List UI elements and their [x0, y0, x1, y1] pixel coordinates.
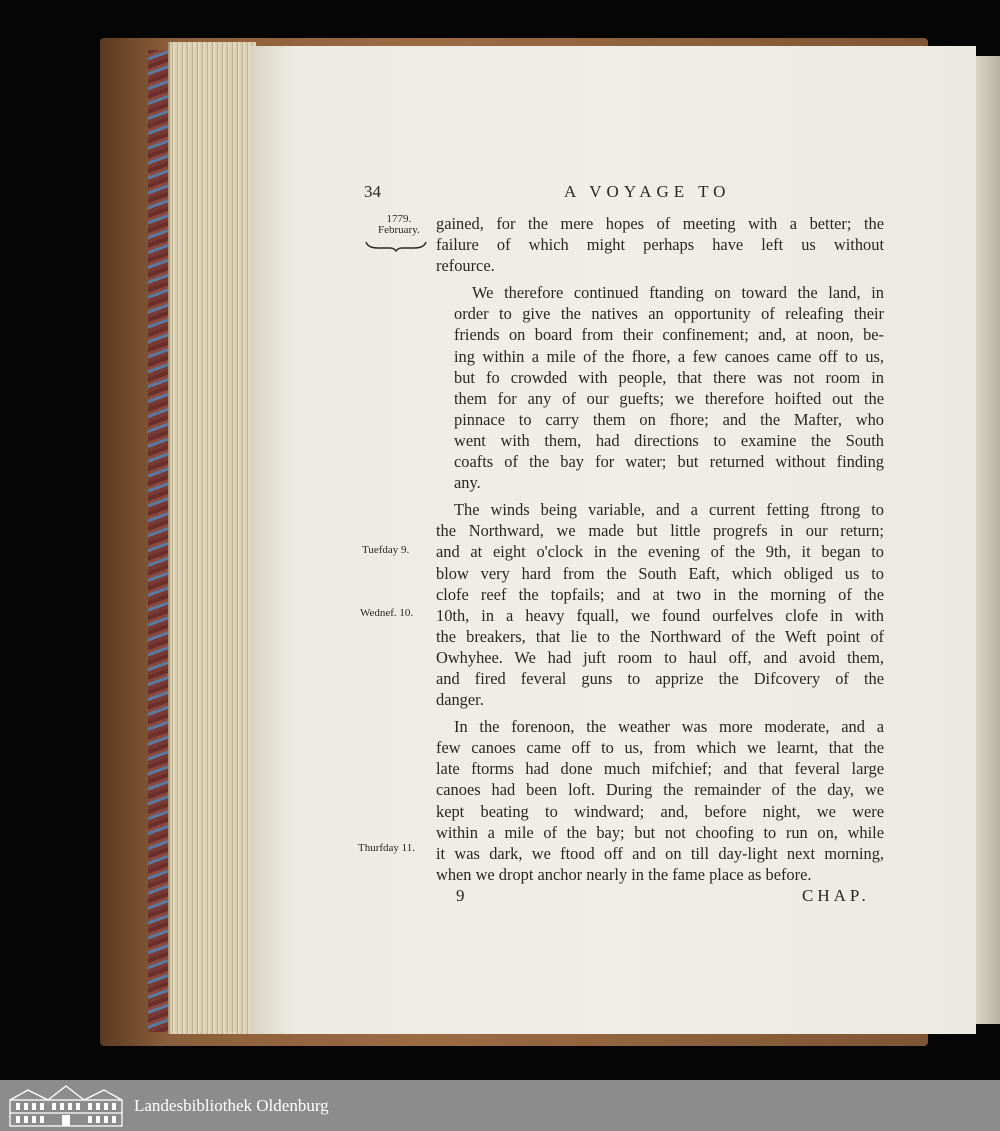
side-month: February. [378, 224, 420, 236]
text-line: blow very hard from the South Eaft, which obliged us to [436, 563, 884, 583]
margin-note-wednesday: Wednef. 10. [360, 607, 414, 619]
text-line: but fo crowded with people, that there was not room in [454, 367, 884, 387]
text-line: kept beating to windward; and, before night, we were [436, 801, 884, 821]
paragraph-2 [436, 282, 884, 493]
text-line: ing within a mile of the fhore, a few canoes came off to us, [454, 346, 884, 366]
footer-bar [0, 1080, 1000, 1131]
paragraph-4 [436, 716, 884, 885]
page-block-edge [168, 42, 256, 1034]
text-line: We therefore continued ftanding on toward the land, in [472, 283, 884, 303]
text-line: The winds being variable, and a current fetting ftrong to [454, 500, 884, 520]
margin-note-thursday: Thurfday 11. [358, 842, 416, 854]
text-line: the Northward, we made but little progrefs in our return; [436, 521, 884, 541]
text-line: within a mile of the bay; but not choofing to run on, while [436, 822, 884, 842]
text-line: clofe reef the topfails; and at two in the morning of the [436, 584, 884, 604]
margin-note-tuesday: Tuefday 9. [362, 544, 410, 556]
text-line: coafts of the bay for water; but returned without finding [454, 452, 884, 472]
text-line: gained, for the mere hopes of meeting with a better; the [436, 214, 884, 233]
paragraph-3 [436, 499, 884, 710]
text-line: the breakers, that lie to the Northward of the Weft point of [436, 626, 884, 646]
paragraph-1 [436, 213, 884, 276]
text-line: pinnace to carry them on fhore; and the Mafter, who [454, 409, 884, 429]
text-line: canoes had been loft. During the remainder of the day, we [436, 780, 884, 800]
marbled-endpaper [148, 50, 170, 1032]
catchword: CHAP. [802, 886, 870, 905]
text-line: it was dark, we ftood off and on till day-light next morning, [436, 843, 884, 863]
body-text [436, 213, 884, 891]
text-line: order to give the natives an opportunity of releafing their [454, 304, 884, 324]
side-date-note [378, 214, 420, 236]
brace-ornament-icon [364, 240, 428, 252]
text-line: late ftorms had done much mifchief; and that feveral large [436, 759, 884, 779]
text-line: them for any of our guefts; we therefore hoifted out the [454, 388, 884, 408]
text-line: 10th, in a heavy fquall, we found ourfelves clofe in with [436, 605, 884, 625]
text-line: went with them, had directions to examine the South [454, 430, 884, 450]
signature-mark: 9 [456, 886, 465, 905]
side-year: 1779. [386, 213, 412, 225]
text-line: friends on board from their confinement; and, at noon, be- [454, 325, 884, 345]
text-line: danger. [436, 690, 484, 710]
text-line: failure of which might perhaps have left us without [436, 235, 884, 255]
right-page-edge [976, 56, 1000, 1024]
text-line: few canoes came off to us, from which we learnt, that the [436, 738, 884, 758]
text-line: any. [454, 473, 481, 493]
library-name[interactable]: Landesbibliothek Oldenburg [134, 1096, 329, 1115]
text-line: and fired feveral guns to apprize the Difcovery of the [436, 668, 884, 688]
text-line: and at eight o'clock in the evening of the 9th, it began to [436, 542, 884, 562]
text-line: In the forenoon, the weather was more moderate, and a [454, 717, 884, 737]
text-line: Owhyhee. We had juft room to haul off, and avoid them, [436, 647, 884, 667]
library-building-logo-icon[interactable] [8, 1084, 124, 1128]
page-number: 34 [364, 182, 381, 201]
running-head: A VOYAGE TO [564, 182, 731, 201]
text-line: when we dropt anchor nearly in the fame place as before. [436, 864, 812, 884]
text-line: refource. [436, 256, 495, 276]
